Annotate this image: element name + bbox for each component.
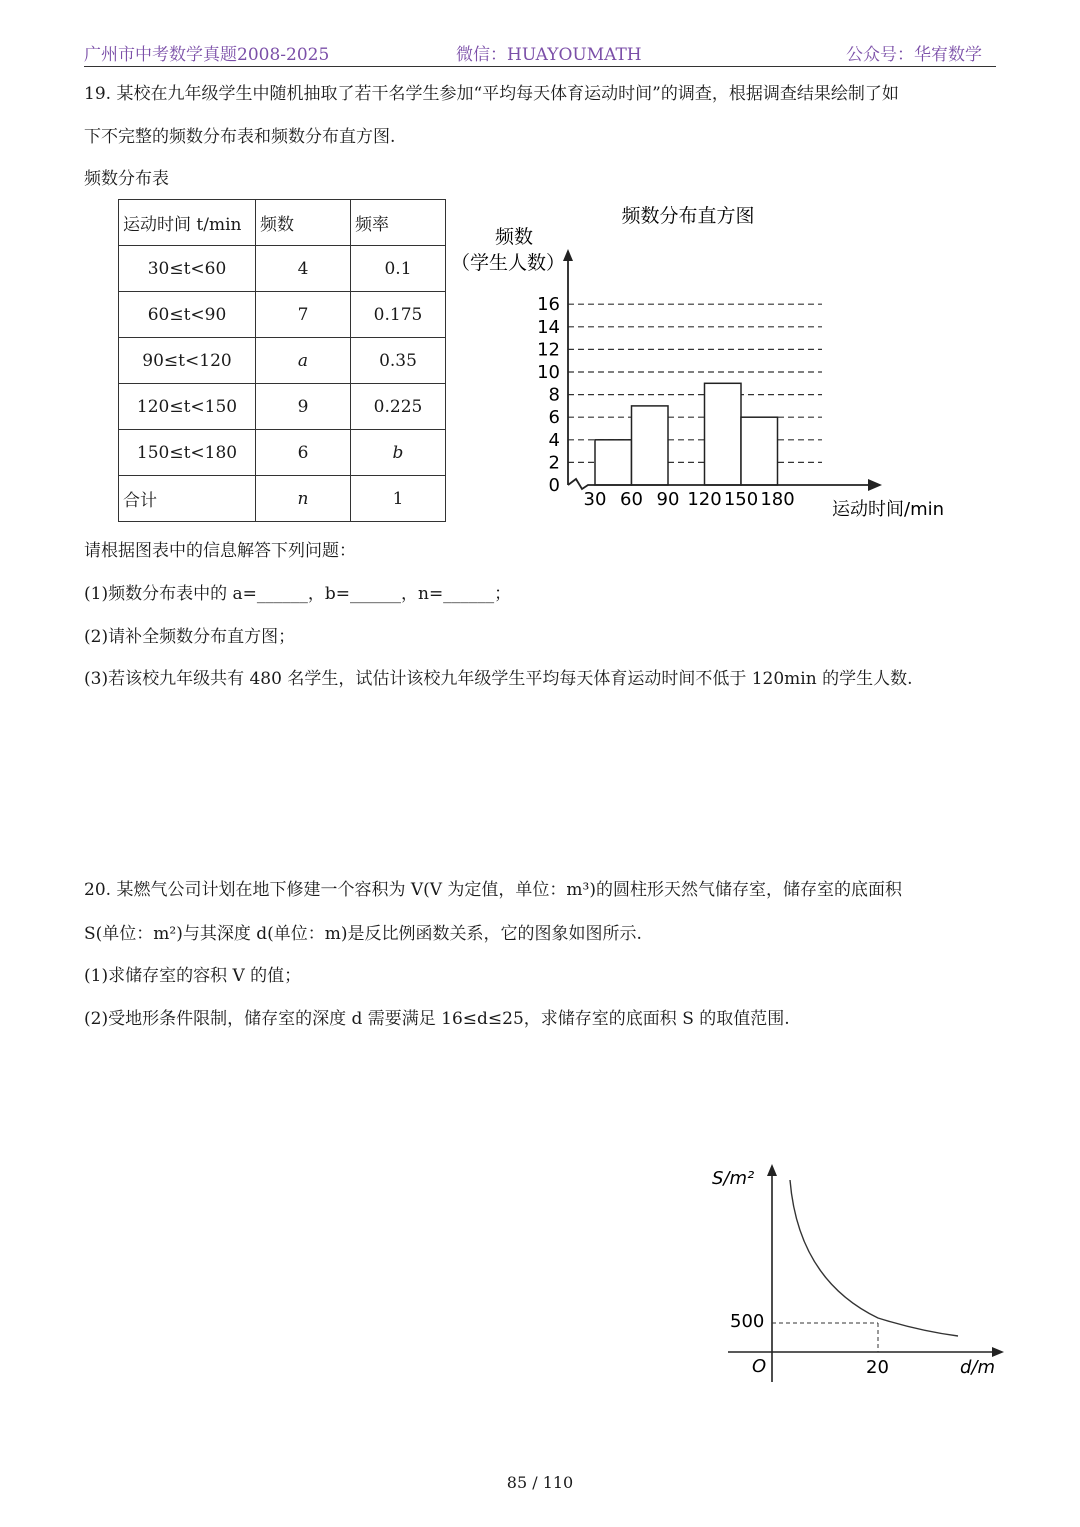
x-tick-label: 120 xyxy=(687,489,722,510)
q19-line2: 下不完整的频数分布表和频数分布直方图. xyxy=(84,127,396,147)
histogram-bar xyxy=(705,383,742,485)
graph-origin: O xyxy=(752,1356,767,1377)
q19-prompt: 请根据图表中的信息解答下列问题： xyxy=(84,541,356,561)
graph-point-x: 20 xyxy=(866,1357,889,1378)
header-wechat: 微信：HUAYOUMATH xyxy=(456,45,642,65)
y-tick-label: 4 xyxy=(548,429,560,451)
q19-sub2: (2)请补全频数分布直方图； xyxy=(84,627,296,647)
table-cell: 0.175 xyxy=(351,292,446,338)
graph-point-y: 500 xyxy=(730,1311,765,1332)
inverse-curve xyxy=(790,1180,958,1336)
x-axis-arrow xyxy=(868,479,882,491)
x-tick-label: 150 xyxy=(723,489,759,510)
x-tick-label: 90 xyxy=(656,489,680,510)
table-cell: 合计 xyxy=(119,476,256,522)
table-cell: b xyxy=(351,430,446,476)
table-cell: n xyxy=(256,476,351,522)
x-tick-label: 30 xyxy=(583,489,607,510)
q20-sub1: (1)求储存室的容积 V 的值； xyxy=(84,966,302,986)
y-axis-label-line2: （学生人数） xyxy=(450,252,566,274)
table-cell: 150≤t<180 xyxy=(119,430,256,476)
table-cell: 0.225 xyxy=(351,384,446,430)
table-cell: 7 xyxy=(256,292,351,338)
table-caption: 频数分布表 xyxy=(84,169,169,189)
x-tick-label: 180 xyxy=(760,489,795,510)
table-row xyxy=(119,338,446,384)
inverse-function-graph xyxy=(700,1150,1010,1390)
graph-x-label: d/m xyxy=(960,1357,996,1378)
y-tick-label: 6 xyxy=(548,407,560,429)
y-tick-label: 14 xyxy=(537,316,560,338)
table-cell: 30≤t<60 xyxy=(119,246,256,292)
table-cell: 6 xyxy=(256,430,351,476)
q19-sub1: (1)频数分布表中的 a=______，b=______，n=______； xyxy=(84,584,512,604)
table-header-row xyxy=(119,200,446,246)
graph-y-arrow xyxy=(767,1164,777,1176)
table-cell: 0.1 xyxy=(351,246,446,292)
table-row xyxy=(119,430,446,476)
header-account: 公众号：华宥数学 xyxy=(846,45,982,65)
q20-line2: S(单位：m²)与其深度 d(单位：m)是反比例函数关系，它的图象如图所示. xyxy=(84,924,642,944)
table-cell: 9 xyxy=(256,384,351,430)
table-cell: 0.35 xyxy=(351,338,446,384)
table-header-cell: 运动时间 t/min xyxy=(119,200,256,246)
y-tick-label: 16 xyxy=(537,294,560,316)
q19-sub3: (3)若该校九年级共有 480 名学生，试估计该校九年级学生平均每天体育运动时间不低于 120min 的学生人数. xyxy=(84,669,913,689)
histogram-bar xyxy=(595,440,632,485)
y-tick-label: 10 xyxy=(537,362,560,383)
header-title: 广州市中考数学真题2008-2025 xyxy=(84,45,330,65)
table-row xyxy=(119,476,446,522)
q19-line1: 19. 某校在九年级学生中随机抽取了若干名学生参加“平均每天体育运动时间”的调查，根据调查结果绘制了如 xyxy=(84,84,899,104)
frequency-table xyxy=(118,199,446,522)
table-cell: 90≤t<120 xyxy=(119,338,256,384)
x-tick-label: 60 xyxy=(620,489,643,510)
y-tick-label: 2 xyxy=(548,452,560,474)
y-tick-label: 0 xyxy=(548,475,560,496)
page-number: 85 / 110 xyxy=(506,1473,574,1492)
x-axis-label: 运动时间/min xyxy=(832,499,945,520)
table-row xyxy=(119,384,446,430)
y-tick-label: 12 xyxy=(537,339,560,361)
graph-x-arrow xyxy=(992,1347,1004,1357)
table-cell: a xyxy=(256,338,351,384)
histogram-bar xyxy=(741,417,778,485)
histogram-bar xyxy=(632,406,669,485)
table-row xyxy=(119,246,446,292)
chart-title: 频数分布直方图 xyxy=(621,205,755,227)
table-header-cell: 频数 xyxy=(256,200,351,246)
table-cell: 60≤t<90 xyxy=(119,292,256,338)
table-cell: 4 xyxy=(256,246,351,292)
page-header xyxy=(84,38,996,67)
table-cell: 1 xyxy=(351,476,446,522)
table-row xyxy=(119,292,446,338)
graph-y-label: S/m² xyxy=(712,1168,755,1189)
q20-sub2: (2)受地形条件限制，储存室的深度 d 需要满足 16≤d≤25，求储存室的底面积 S 的取值范围. xyxy=(84,1009,790,1029)
table-header-cell: 频率 xyxy=(351,200,446,246)
table-cell: 120≤t<150 xyxy=(119,384,256,430)
q20-line1: 20. 某燃气公司计划在地下修建一个容积为 V(V 为定值，单位：m³)的圆柱形天然气储存室，储存室的底面积 xyxy=(84,880,902,900)
y-tick-label: 8 xyxy=(548,384,560,406)
y-axis-label-line1: 频数 xyxy=(494,226,534,248)
histogram-chart xyxy=(450,195,970,530)
